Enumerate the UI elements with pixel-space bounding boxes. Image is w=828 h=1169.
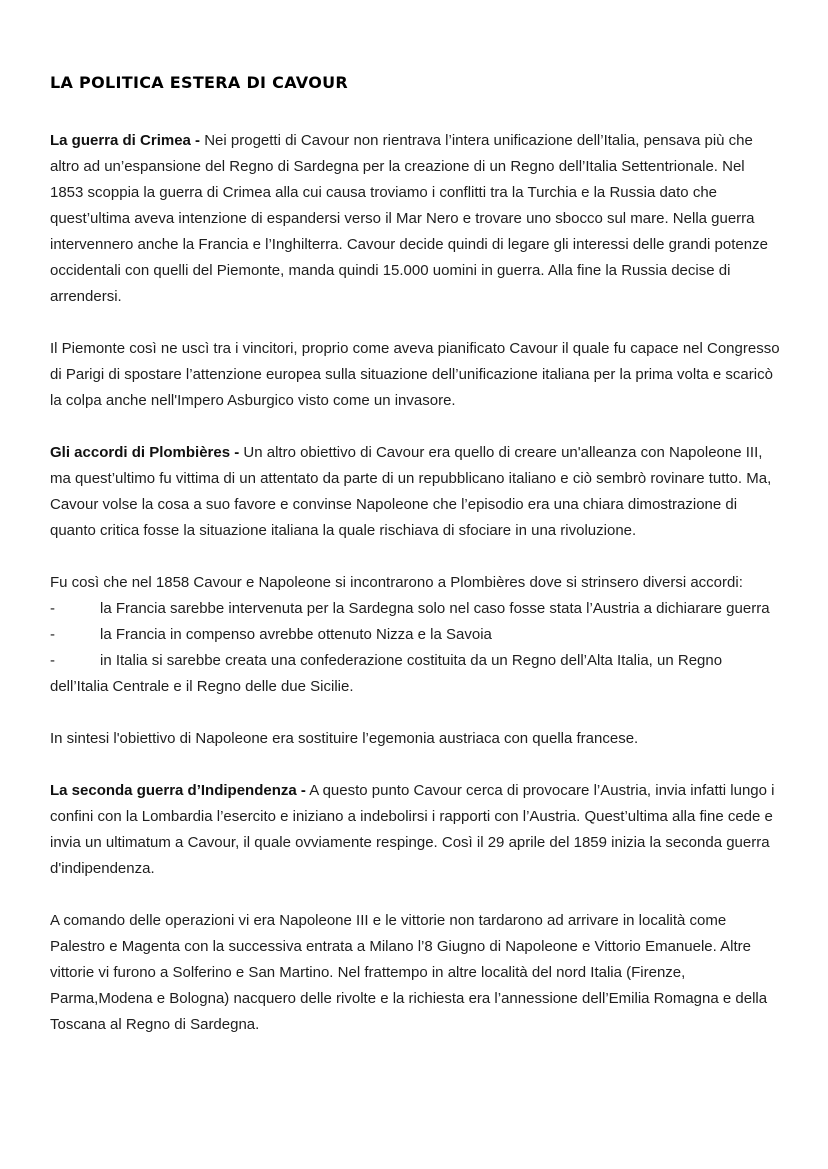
- paragraph-operazioni: [50, 908, 780, 1038]
- list-dash: -: [50, 626, 55, 643]
- accordi-list: [50, 570, 780, 700]
- list-item: [50, 596, 780, 622]
- paragraph-plombieres: [50, 440, 780, 544]
- text-operazioni: A comando delle operazioni vi era Napoleone III e le vittorie non tardarono ad arrivare in località come Palestro e Magenta con la successiva entrata a Milano l’8 Giugno di Napoleone e Vittorio Emanuele. Altre vittorie vi furono a Solferino e San Martino. Nel frattempo in altre località del nord Italia (Firenze, Parma,Modena e Bologna) nacquero delle rivolte e la richiesta era l’annessione dell’Emilia Romagna e della Toscana al Regno di Sardegna.: [50, 912, 768, 1033]
- paragraph-sintesi: [50, 726, 780, 752]
- heading-crimea: La guerra di Crimea -: [50, 132, 201, 149]
- list-dash: -: [50, 652, 55, 669]
- paragraph-piemonte: [50, 336, 780, 414]
- list-item-text: la Francia sarebbe intervenuta per la Sardegna solo nel caso fosse stata l’Austria a dichiarare guerra: [100, 600, 770, 617]
- heading-plombieres: Gli accordi di Plombières -: [50, 444, 240, 461]
- document-page: [50, 72, 780, 1064]
- page-title: LA POLITICA ESTERA DI CAVOUR: [50, 73, 349, 92]
- list-dash: -: [50, 600, 55, 617]
- text-seconda-guerra: A questo punto Cavour cerca di provocare l’Austria, invia infatti lungo i confini con la Lombardia l’esercito e iniziano a indebolirsi i rapporti con l’Austria. Quest’ultima alla fine cede e invia un ultimatum a Cavour, il quale ovviamente respinge. Così il 29 aprile del 1859 inizia la seconda guerra d'indipendenza.: [50, 782, 775, 877]
- heading-seconda-guerra: La seconda guerra d’Indipendenza -: [50, 782, 306, 799]
- text-sintesi: In sintesi l'obiettivo di Napoleone era sostituire l’egemonia austriaca con quella francese.: [50, 730, 639, 747]
- text-plombieres: Un altro obiettivo di Cavour era quello di creare un'alleanza con Napoleone III, ma quest’ultimo fu vittima di un attentato da parte di un repubblicano italiano e ciò sembrò rovinare tutto. Ma, Cavour volse la cosa a suo favore e convinse Napoleone che l’episodio era una chiara dimostrazione di quanto critica fosse la situazione italiana la quale rischiava di sfociare in una rivoluzione.: [50, 444, 772, 539]
- list-item-text: la Francia in compenso avrebbe ottenuto Nizza e la Savoia: [100, 626, 492, 643]
- accordi-intro: Fu così che nel 1858 Cavour e Napoleone si incontrarono a Plombières dove si strinsero diversi accordi:: [50, 574, 743, 591]
- paragraph-seconda-guerra: [50, 778, 780, 882]
- text-crimea: Nei progetti di Cavour non rientrava l’intera unificazione dell’Italia, pensava più che altro ad un’espansione del Regno di Sardegna per la creazione di un Regno dell’Italia Settentrionale. Nel 1853 scoppia la guerra di Crimea alla cui causa troviamo i conflitti tra la Turchia e la Russia dato che quest’ultima aveva intenzione di espandersi verso il Mar Nero e trovare uno sbocco sul mare. Nella guerra intervennero anche la Francia e l’Inghilterra. Cavour decide quindi di legare gli interessi delle grandi potenze occidentali con quelli del Piemonte, manda quindi 15.000 uomini in guerra. Alla fine la Russia decise di arrendersi.: [50, 132, 768, 305]
- text-piemonte: Il Piemonte così ne uscì tra i vincitori, proprio come aveva pianificato Cavour il quale fu capace nel Congresso di Parigi di spostare l’attenzione europea sulla situazione dell’unificazione italiana per la prima volta e scaricò la colpa anche nell'Impero Asburgico visto come un invasore.: [50, 340, 780, 409]
- paragraph-crimea: [50, 128, 780, 310]
- list-item: [50, 622, 780, 648]
- list-item: [50, 648, 780, 700]
- list-item-text: in Italia si sarebbe creata una confederazione costituita da un Regno dell’Alta Italia, un Regno dell’Italia Centrale e il Regno delle due Sicilie.: [50, 652, 723, 695]
